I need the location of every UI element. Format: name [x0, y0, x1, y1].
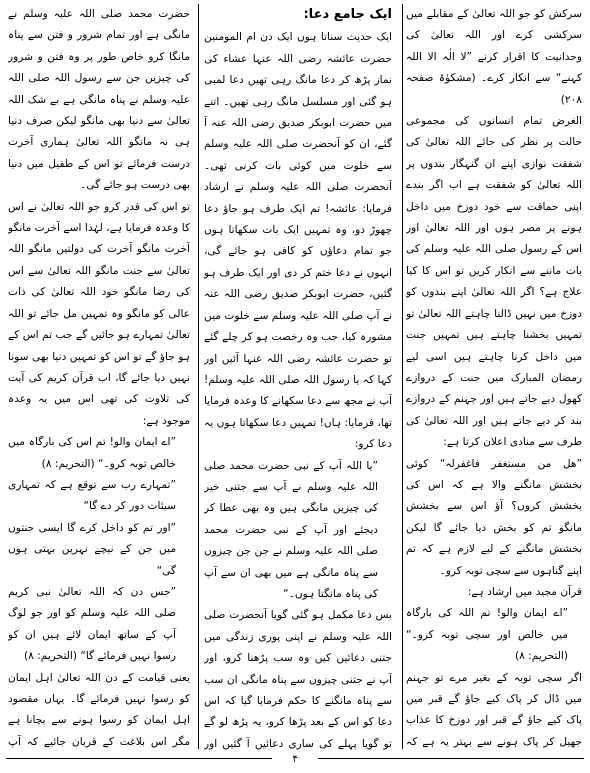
column-middle [204, 4, 392, 752]
quran-quote: ”جس دن کہ اللہ تعالیٰ نبی کریم صلی اللہ علیہ وسلم کو اور جو لوگ آپ کے ساتھ ایمان لائے ہیں ان کو رسوا نہیں فرمائے گا“ (التحریم: ۸) [8, 585, 176, 663]
paragraph: ایک حدیث سناتا ہوں ایک دن ام المومنین حضرت عائشہ رضی اللہ عنہا عشاء کی نماز پڑھ کر دعا مانگ رہی تھیں دعا لمبی ہو گئی اور مسلسل مانگ رہی تھیں۔ اتنے میں حضرت ابوبکر صدیق رضی اللہ عنہ آ گئے، ان کو آنحضرت صلی اللہ علیہ وسلم سے خلوت میں کوئی بات کرنی تھی۔ آنحضرت صلی اللہ علیہ وسلم نے ارشاد فرمایا: عائشہ! تم ایک طرف ہو جاؤ دعا چھوڑ دو، وہ تمہیں ایک بات سکھاتا ہوں جو تمام دعاؤں کو کافی ہو جائے گی، انہوں نے دعا ختم کر دی اور ایک طرف ہو گئیں، حضرت ابوبکر صدیق رضی اللہ عنہ نے آپ صلی اللہ علیہ وسلم سے خلوت میں مشورہ کیا، جب وہ رخصت ہو کر چلے گئے تو حضرت عائشہ رضی اللہ عنہا آئیں اور کہا کہ یا رسول اللہ صلی اللہ علیہ وسلم! آپ نے مجھ سے دعا سکھانے کا وعدہ فرمایا تھا، فرمایا: ہاں! تمہیں دعا سکھاتا ہوں یہ دعا کرو: [204, 31, 392, 451]
paragraph: قرآن مجید میں ارشاد ہے: [467, 585, 582, 598]
paragraph: ”ھل من مستغفر فاغفرلہ“ کوئی بخشش مانگنے والا ہے کہ اس کی بخشش کروں؟ آؤ اس سے بخشش مانگو تم کو بخش دیا جائے گا لیکن بخشش مانگنے کے لیے لازم ہے کہ تم اپنے گناہوں سے سچی توبہ کرو۔ [406, 457, 582, 577]
paragraph: حضرت محمد صلی اللہ علیہ وسلم نے مانگی ہے اور تمام شرور و فتن سے پناہ مانگا کرو خاص طور پر وہ فتن و شرور کی چیزیں جن سے رسول اللہ صلی اللہ علیہ وسلم نے پناہ مانگی ہے بے شک اللہ تعالیٰ سے دنیا بھی مانگو لیکن صرف دنیا ہی نہ مانگو اللہ تعالیٰ ہماری آخرت درست فرمائے تو اس کے طفیل میں دنیا بھی درست ہو جائے گی۔ [8, 8, 190, 192]
quran-quote: ”اے ایمان والو! تم اللہ کی بارگاہ میں خالص اور سچی توبہ کرو۔“ (التحریم: ۸) [406, 607, 568, 663]
paragraph: تو اس کی قدر کرو جو اللہ تعالیٰ نے اس کا وعدہ فرمایا ہے، لہٰذا اسے آخرت مانگو آخرت مانگو آخرت کی دولتیں مانگو اللہ تعالیٰ سے جنت مانگو اللہ تعالیٰ سے اس کی رضا مانگو خود اللہ تعالیٰ کی ذات عالی کو مانگو وہ تمہیں مل جائے تو اللہ تعالیٰ تمہارے ہو جائیں گے جب تم اس کے ہو جاؤ گے تو اس کو تمہیں دنیا بھی سونا نہیں دیا جائے گا، اب قرآن کریم کی آیت کی تلاوت کی تھی اس میں یہ وعدہ موجود ہے: [8, 200, 190, 427]
column-right [406, 4, 582, 752]
column-divider [402, 4, 403, 749]
column-divider [198, 4, 199, 749]
quran-quote: ”اور تم کو داخل کرے گا ایسی جنتوں میں جن کے نیچے نہریں بہتی ہوں گی“ [8, 521, 176, 577]
paragraph: اگر سچی توبہ کے بغیر مرے تو جہنم میں ڈال کر پاک کیے جاؤ گے قبر میں پاک کیے جاؤ گے قبر اور دوزخ کا عذاب جھیل کر پاک ہونے سے بہتر یہ ہے کہ [406, 671, 582, 748]
column-left [8, 4, 190, 752]
paragraph: یعنی قیامت کے دن اللہ تعالیٰ اہل ایمان کو رسوا نہیں فرمائے گا۔ یہاں مقصود اہل ایمان کو رسوا ہونے سے بچانا ہے مگر اس بلاغت کے قربان جائیے کہ آپ [8, 671, 190, 748]
paragraph: الغرض تمام انسانوں کی مجموعی حالت پر نظر کی جائے اللہ تعالیٰ کی شفقت نوازی اپنے ان گنہگار بندوں پر اللہ تعالیٰ کو شفقت ہے اب اگر بندے اپنی حماقت سے خود دوزخ میں داخل ہونے پر مصر ہوں اور اللہ تعالیٰ اور اس کے رسول صلی اللہ علیہ وسلم کی بات ماننے سے انکار کریں تو اس کا کیا علاج ہے؟ اگر اللہ تعالیٰ اپنے بندوں کو دوزخ میں نہیں ڈالنا چاہتے اللہ تعالیٰ تو تمہیں بخشنا چاہتے ہیں تمہیں جنت میں داخل کرنا چاہتے ہیں اسی لیے رمضان المبارک میں جنت کے دروازے کھول دیے جاتے ہیں اور جہنم کے دروازے بند کر دیے جاتے ہیں اور اللہ تعالیٰ کی طرف سے منادی اعلان کرتا ہے: [406, 115, 582, 449]
quran-quote: ”اے ایمان والو! تم اس کی بارگاہ میں خالص توبہ کرو۔“ (التحریم: ۸) [8, 436, 176, 470]
section-heading: ایک جامع دعا: [303, 7, 392, 22]
paragraph: سرکش کو جو اللہ تعالیٰ کے مقابلے میں سرکشی کرے اور اللہ تعالیٰ کی وحدانیت کا اقرار کرنے ”لا الٰہ الا اللہ کہنے“ سے انکار کرے۔ (مشکوٰۃ صفحہ ۲۰۸) [406, 8, 582, 106]
dua-quote: ”یا اللہ آپ کے نبی حضرت محمد صلی اللہ علیہ وسلم نے آپ سے جتنی خیر کی چیزیں مانگی ہیں وہ بھی عطا کر دیجئے اور آپ کے نبی حضرت محمد صلی اللہ علیہ وسلم نے جن جن چیزوں سے پناہ مانگی ہے میں بھی ان سے آپ کی پناہ مانگتا ہوں۔“ [204, 459, 378, 600]
paragraph: بس دعا مکمل ہو گئی گویا آنحضرت صلی اللہ علیہ وسلم نے اپنی پوری زندگی میں جتنی دعائیں کیں وہ سب پڑھنا کرو، اور آپ نے جتنی چیزوں سے پناہ مانگی ان سب سے پناہ مانگنے کا حکم فرمایا گیا کہ اس دعا کو اس کے بعد پڑھا کرو، یہ پڑھ لو گے تو گویا پہلے کی ساری دعائیں آ گئیں اور [204, 609, 392, 750]
page-number: ۴ [272, 751, 318, 769]
quran-quote: ”تمہارے رب سے توقع ہے کہ تمہاری سیئات دور کر دے گا“ [8, 478, 176, 513]
